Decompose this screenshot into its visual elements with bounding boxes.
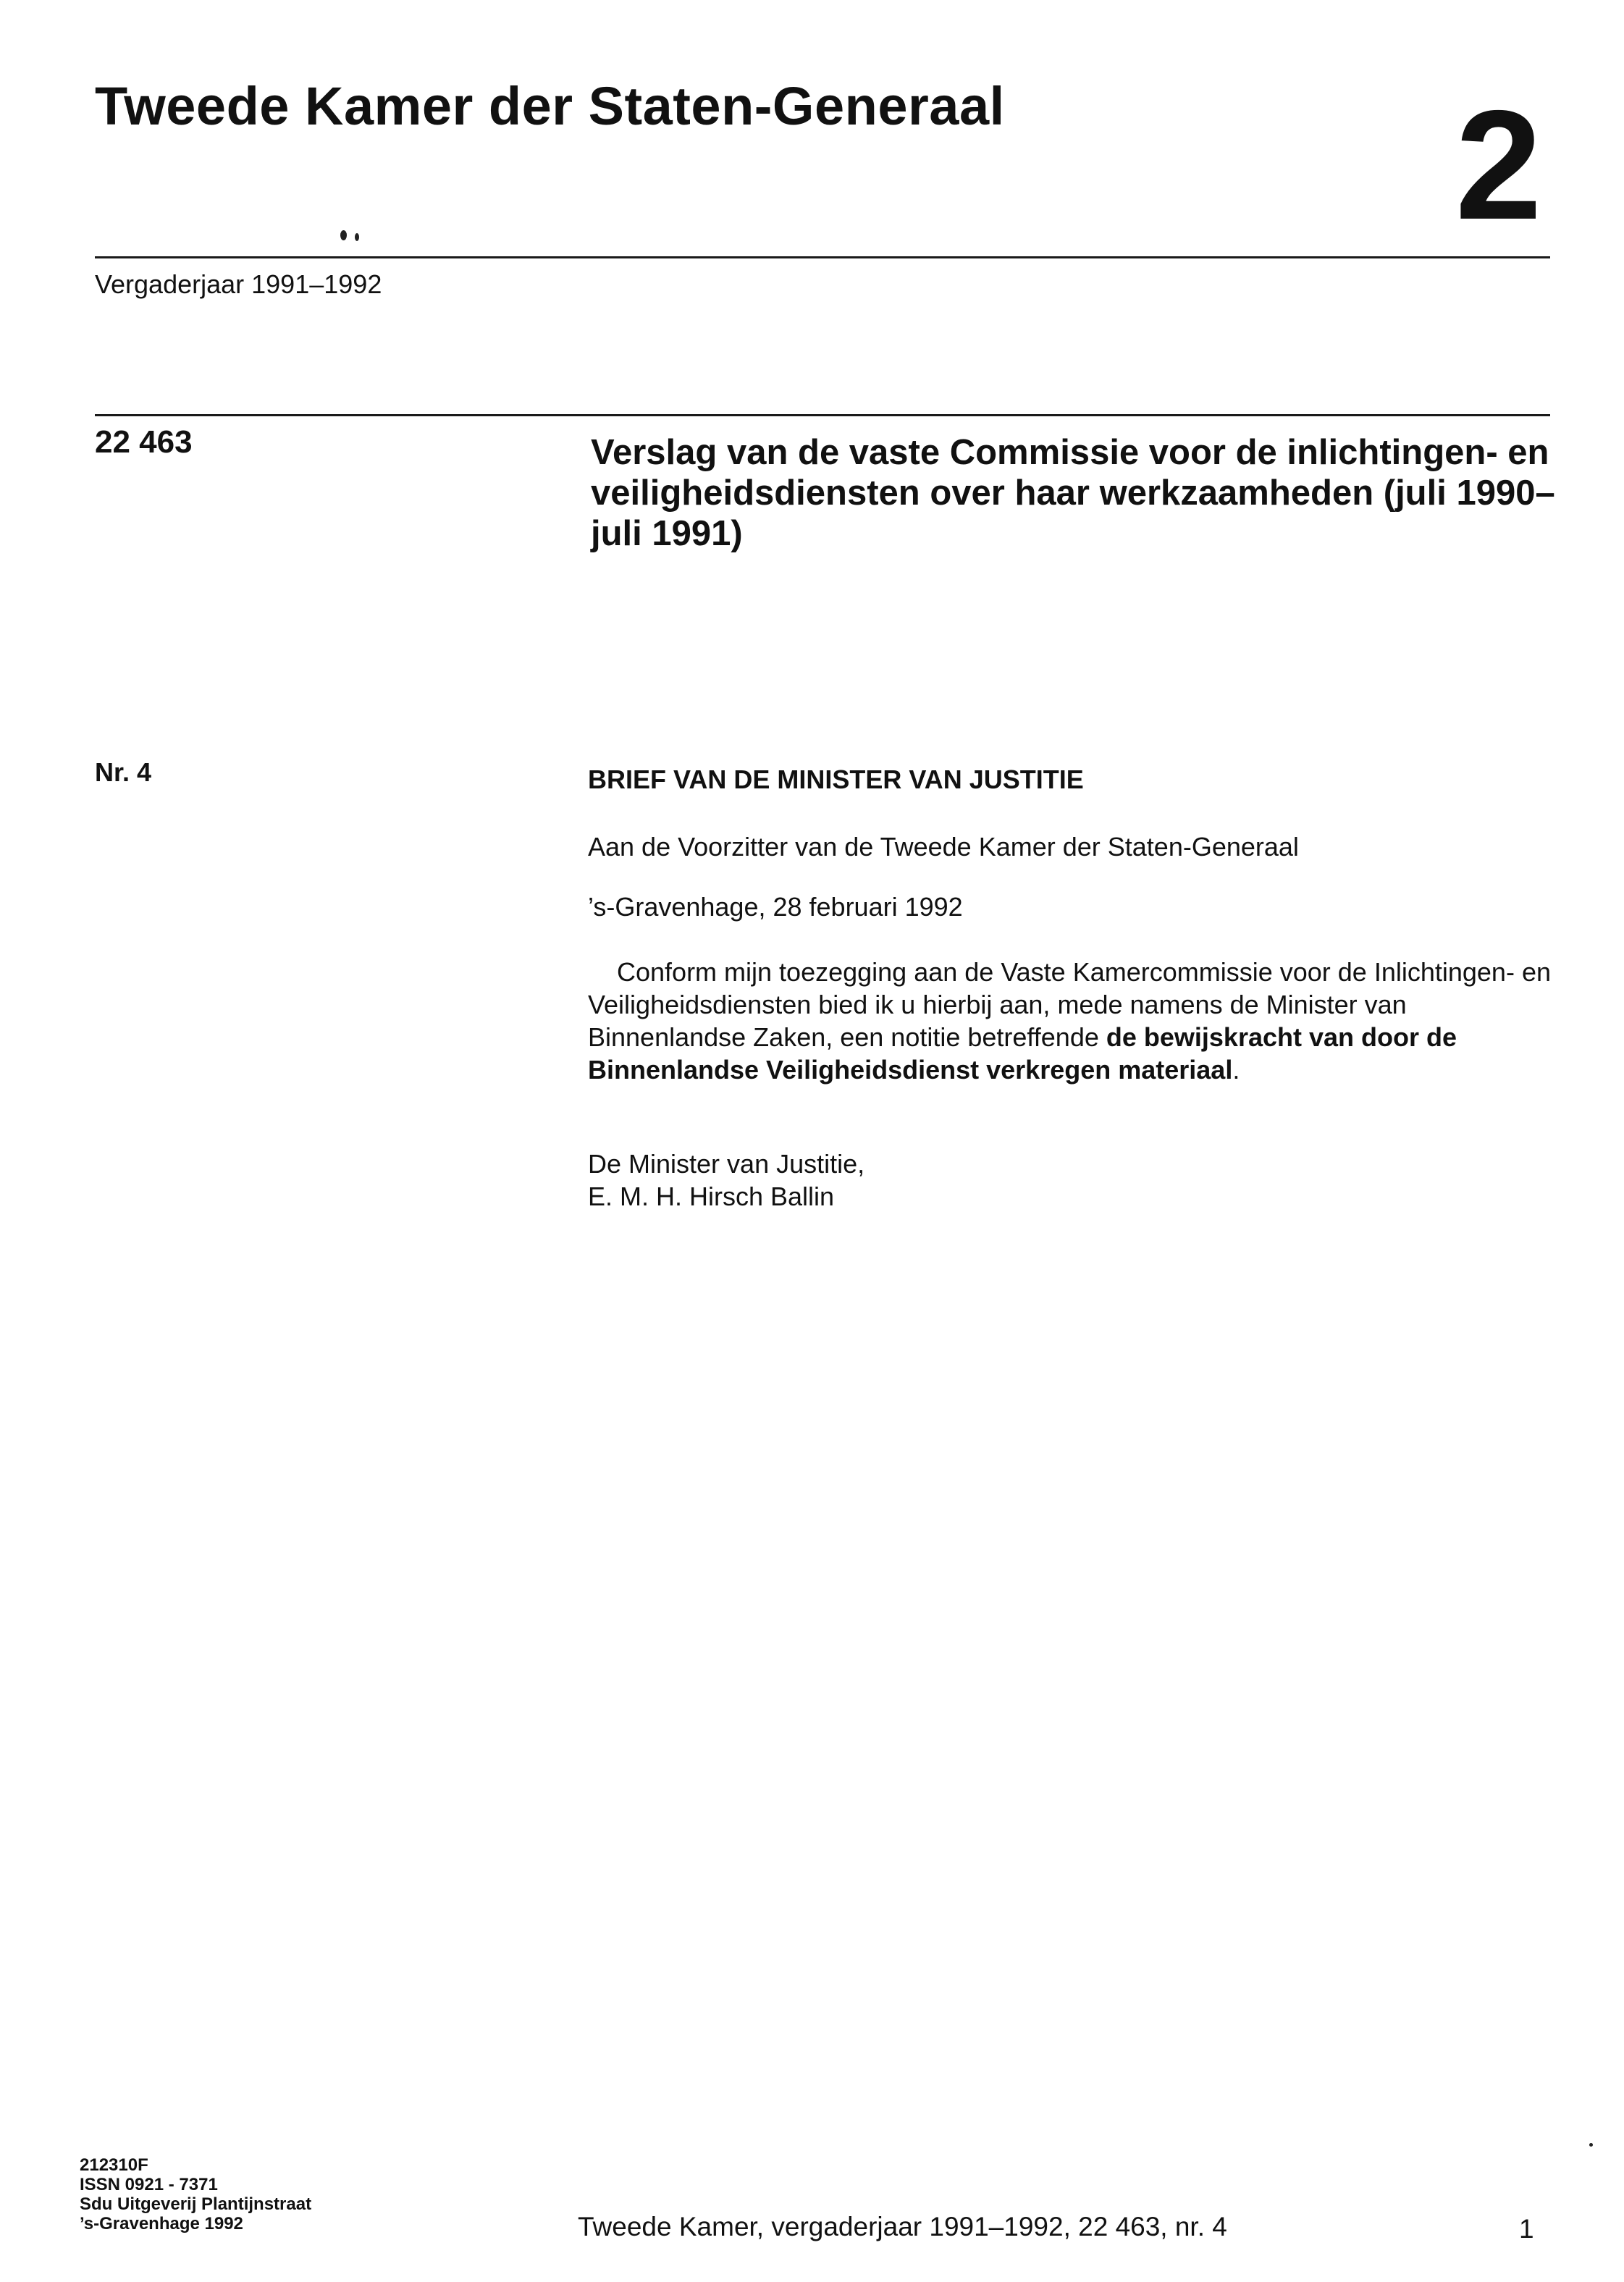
header-divider bbox=[95, 256, 1550, 258]
institution-title: Tweede Kamer der Staten-Generaal bbox=[95, 76, 1005, 136]
imprint-code: 212310F bbox=[80, 2155, 148, 2175]
letter-body-end: . bbox=[1232, 1055, 1240, 1085]
chamber-number: 2 bbox=[1455, 77, 1542, 252]
addressee: Aan de Voorzitter van de Tweede Kamer der Staten-Generaal bbox=[588, 832, 1299, 862]
place-date: ’s-Gravenhage, 28 februari 1992 bbox=[588, 892, 963, 922]
signature-block bbox=[588, 1148, 1551, 1213]
imprint-publisher: Sdu Uitgeverij Plantijnstraat bbox=[80, 2194, 312, 2214]
document-number: Nr. 4 bbox=[95, 757, 152, 787]
letter-body-intro: Conform mijn toezegging aan de Vaste Kamercommissie voor de Inlichtingen- en Veiligheidsdiensten bied ik u hierbij aan, mede namens de Minister van Binnenlandse Zaken, een notitie betreffende bbox=[588, 957, 1551, 1052]
scan-speck bbox=[340, 230, 347, 240]
letter-heading: BRIEF VAN DE MINISTER VAN JUSTITIE bbox=[588, 765, 1084, 794]
imprint bbox=[80, 2155, 311, 2233]
signature-name: E. M. H. Hirsch Ballin bbox=[588, 1182, 835, 1211]
imprint-issn: ISSN 0921 - 7371 bbox=[80, 2175, 218, 2194]
dossier-divider bbox=[95, 414, 1550, 416]
scan-speck bbox=[355, 233, 359, 241]
dossier-number: 22 463 bbox=[95, 424, 193, 460]
footer-reference: Tweede Kamer, vergaderjaar 1991–1992, 22 463, nr. 4 bbox=[578, 2212, 1227, 2241]
signature-title: De Minister van Justitie, bbox=[588, 1149, 865, 1179]
imprint-place-year: ’s-Gravenhage 1992 bbox=[80, 2214, 243, 2233]
page-number: 1 bbox=[1519, 2214, 1534, 2244]
letter-body bbox=[588, 956, 1551, 1086]
letter-body-emphasis: de bewijskracht van door de Binnenlandse Veiligheidsdienst verkregen materiaal bbox=[588, 1022, 1457, 1085]
scan-speck bbox=[1589, 2143, 1593, 2147]
session-year: Vergaderjaar 1991–1992 bbox=[95, 269, 382, 299]
dossier-title: Verslag van de vaste Commissie voor de inlichtingen- en veiligheidsdiensten over haar werkzaamheden (juli 1990–juli 1991) bbox=[591, 433, 1555, 553]
